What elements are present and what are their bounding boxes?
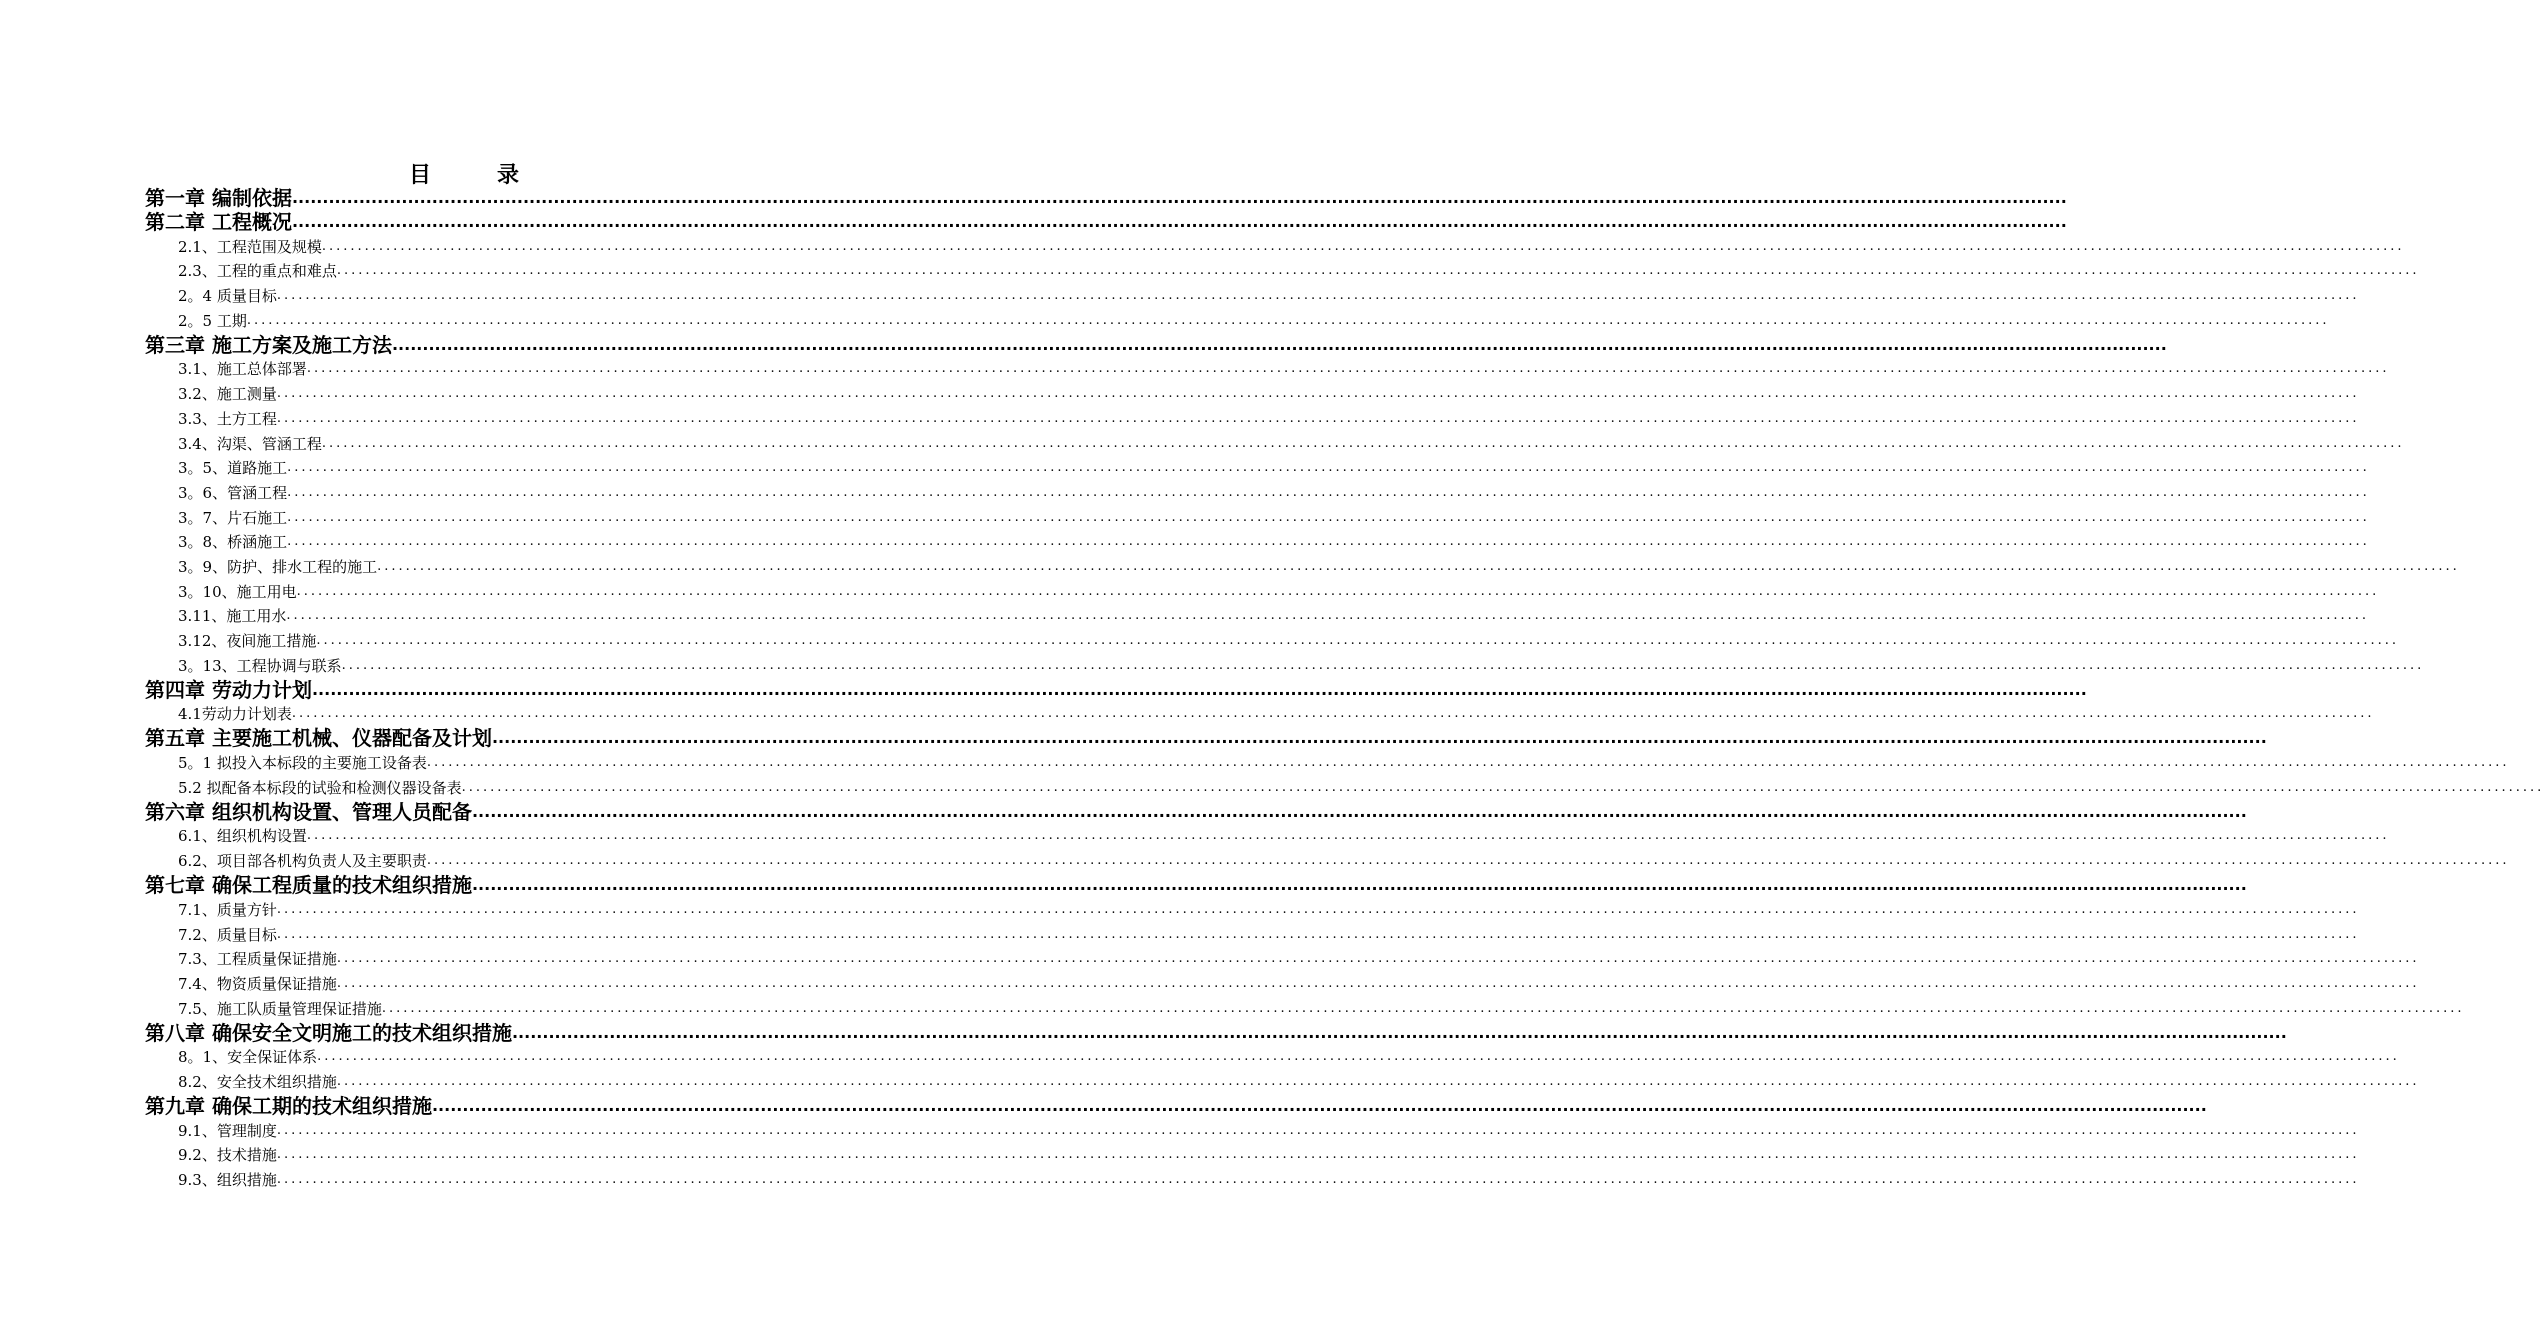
toc-entry-label: 8.2、安全技术组织措施 <box>178 1072 337 1091</box>
toc-section-entry[interactable] <box>145 554 2460 579</box>
toc-chapter-entry[interactable] <box>145 873 2247 898</box>
toc-entry-label: 3.12、夜间施工措施 <box>178 632 317 650</box>
toc-leader-dots: .................................................................................................................................................................................................................................................................................................... <box>306 828 2390 844</box>
toc-entry-label: 5.2 拟配备本标段的试验和检测仪器设备表 <box>178 778 462 797</box>
toc-leader-dots: .................................................................................................................................................................................................................................................................................................... <box>291 188 2067 207</box>
toc-section-entry[interactable] <box>145 1118 2360 1143</box>
toc-section-entry[interactable] <box>145 530 2370 555</box>
toc-section-entry[interactable] <box>145 381 2360 406</box>
toc-entry-label: 2.1、工程范围及规模 <box>178 237 322 256</box>
toc-section-entry[interactable] <box>145 259 2420 284</box>
toc-section-entry[interactable] <box>145 702 2375 727</box>
toc-leader-dots: .................................................................................................................................................................................................................................................................................................... <box>336 263 2420 279</box>
toc-section-entry[interactable] <box>145 456 2370 481</box>
toc-leader-dots: .................................................................................................................................................................................................................................................................................................... <box>461 779 2544 795</box>
toc-leader-dots: .................................................................................................................................................................................................................................................................................................... <box>491 728 2267 748</box>
toc-leader-dots: .................................................................................................................................................................................................................................................................................................... <box>391 334 2167 354</box>
toc-section-entry[interactable] <box>145 750 2510 775</box>
toc-entry-label: 第三章 施工方案及施工方法 <box>145 332 392 357</box>
toc-entry-label: 3。6、管涵工程 <box>178 483 288 502</box>
toc-section-entry[interactable] <box>145 1069 2420 1094</box>
toc-entry-label: 9.3、组织措施 <box>178 1171 277 1189</box>
toc-entry-label: 7.4、物资质量保证措施 <box>178 974 337 993</box>
toc-leader-dots: .................................................................................................................................................................................................................................................................................................... <box>276 1172 2360 1187</box>
toc-section-entry[interactable] <box>145 653 2425 678</box>
toc-entry-label: 3.2、施工测量 <box>178 385 277 404</box>
toc-entry-label: 8。1、安全保证体系 <box>178 1048 318 1067</box>
toc-entry-label: 3。5、道路施工 <box>178 459 288 478</box>
toc-leader-dots: .................................................................................................................................................................................................................................................................................................... <box>511 1022 2287 1042</box>
toc-section-entry[interactable] <box>145 505 2370 530</box>
toc-section-entry[interactable] <box>145 308 2330 333</box>
toc-section-entry[interactable] <box>145 824 2390 849</box>
toc-entry-label: 第七章 确保工程质量的技术组织措施 <box>145 873 472 898</box>
toc-section-entry[interactable] <box>145 234 2405 259</box>
toc-entry-label: 4.1劳动力计划表 <box>178 705 292 724</box>
toc-entry-label: 3。8、桥涵施工 <box>178 533 288 552</box>
toc-entry-label: 6.2、项目部各机构负责人及主要职责 <box>178 852 427 871</box>
toc-section-entry[interactable] <box>145 628 2400 653</box>
toc-section-entry[interactable] <box>145 406 2360 431</box>
toc-entry-label: 7.3、工程质量保证措施 <box>178 950 337 969</box>
toc-entry-label: 第八章 确保安全文明施工的技术组织措施 <box>145 1020 512 1045</box>
toc-entry-label: 3.3、土方工程 <box>178 409 277 428</box>
toc-leader-dots: .................................................................................................................................................................................................................................................................................................... <box>471 875 2247 895</box>
toc-entry-label: 第二章 工程概况 <box>145 210 292 234</box>
toc-leader-dots: .................................................................................................................................................................................................................................................................................................... <box>317 1049 2400 1065</box>
toc-chapter-entry[interactable] <box>145 799 2247 824</box>
toc-chapter-entry[interactable] <box>145 332 2167 357</box>
toc-entry-label: 3。9、防护、排水工程的施工 <box>178 557 378 576</box>
toc-leader-dots: .................................................................................................................................................................................................................................................................................................... <box>246 312 2330 328</box>
toc-leader-dots: .................................................................................................................................................................................................................................................................................................... <box>426 853 2510 869</box>
toc-leader-dots: .................................................................................................................................................................................................................................................................................................... <box>291 212 2067 231</box>
toc-leader-dots: .................................................................................................................................................................................................................................................................................................... <box>276 386 2360 402</box>
toc-chapter-entry[interactable] <box>145 210 2067 234</box>
toc-leader-dots: .................................................................................................................................................................................................................................................................................................... <box>426 755 2510 771</box>
toc-leader-dots: .................................................................................................................................................................................................................................................................................................... <box>316 633 2400 648</box>
toc-leader-dots: .................................................................................................................................................................................................................................................................................................... <box>341 657 2425 673</box>
toc-section-entry[interactable] <box>145 897 2360 922</box>
toc-chapter-entry[interactable] <box>145 1020 2287 1045</box>
toc-leader-dots: .................................................................................................................................................................................................................................................................................................... <box>431 1095 2207 1115</box>
toc-leader-dots: .................................................................................................................................................................................................................................................................................................... <box>276 1122 2360 1138</box>
toc-entry-label: 3。13、工程协调与联系 <box>178 656 342 675</box>
toc-section-entry[interactable] <box>145 947 2420 972</box>
toc-section-entry[interactable] <box>145 1143 2360 1168</box>
toc-entry-label: 3.1、施工总体部署 <box>178 360 307 379</box>
toc-leader-dots: .................................................................................................................................................................................................................................................................................................... <box>306 361 2390 377</box>
toc-leader-dots: .................................................................................................................................................................................................................................................................................................... <box>287 534 2370 550</box>
toc-leader-dots: .................................................................................................................................................................................................................................................................................................... <box>377 558 2460 574</box>
toc-leader-dots: .................................................................................................................................................................................................................................................................................................... <box>276 1147 2360 1163</box>
toc-chapter-entry[interactable] <box>145 726 2267 751</box>
toc-section-entry[interactable] <box>145 480 2370 505</box>
toc-chapter-entry[interactable] <box>145 677 2087 702</box>
toc-entry-label: 7.5、施工队质量管理保证措施 <box>178 999 382 1018</box>
toc-section-entry[interactable] <box>145 431 2405 456</box>
toc-entry-label: 2。4 质量目标 <box>178 287 277 306</box>
toc-section-entry[interactable] <box>145 1045 2400 1070</box>
toc-leader-dots: .................................................................................................................................................................................................................................................................................................... <box>276 410 2360 426</box>
toc-leader-dots: .................................................................................................................................................................................................................................................................................................... <box>321 238 2405 254</box>
page-title: 目 录 <box>408 162 541 188</box>
toc-entry-label: 6.1、组织机构设置 <box>178 827 307 846</box>
toc-section-entry[interactable] <box>145 604 2370 629</box>
toc-section-entry[interactable] <box>145 357 2390 382</box>
toc-entry-label: 3.4、沟渠、管涵工程 <box>178 434 322 453</box>
toc-entry-label: 第一章 编制依据 <box>145 186 292 210</box>
toc-leader-dots: .................................................................................................................................................................................................................................................................................................... <box>276 901 2360 917</box>
toc-leader-dots: .................................................................................................................................................................................................................................................................................................... <box>336 951 2420 967</box>
toc-entry-label: 3。10、施工用电 <box>178 582 297 601</box>
toc-entry-label: 2.3、工程的重点和难点 <box>178 262 337 281</box>
toc-entry-label: 第四章 劳动力计划 <box>145 677 312 702</box>
toc-chapter-entry[interactable] <box>145 1093 2207 1118</box>
toc-entry-label: 9.1、管理制度 <box>178 1121 277 1140</box>
toc-entry-label: 3.11、施工用水 <box>178 607 287 626</box>
toc-entry-label: 9.2、技术措施 <box>178 1146 277 1165</box>
toc-entry-label: 第五章 主要施工机械、仪器配备及计划 <box>145 726 492 751</box>
toc-entry-label: 2。5 工期 <box>178 311 247 330</box>
toc-leader-dots: .................................................................................................................................................................................................................................................................................................... <box>296 583 2380 599</box>
toc-section-entry[interactable] <box>145 1167 2360 1192</box>
toc-entry-label: 第九章 确保工期的技术组织措施 <box>145 1093 432 1118</box>
toc-chapter-entry[interactable] <box>145 186 2067 210</box>
toc-leader-dots: .................................................................................................................................................................................................................................................................................................... <box>276 288 2360 304</box>
toc-section-entry[interactable] <box>145 848 2510 873</box>
toc-entry-label: 5。1 拟投入本标段的主要施工设备表 <box>178 754 427 773</box>
toc-entry-label: 7.2、质量目标 <box>178 925 277 944</box>
toc-leader-dots: .................................................................................................................................................................................................................................................................................................... <box>471 801 2247 821</box>
toc-leader-dots: .................................................................................................................................................................................................................................................................................................... <box>291 706 2375 722</box>
toc-section-entry[interactable] <box>145 922 2360 947</box>
table-of-contents <box>145 186 2544 1192</box>
toc-leader-dots: .................................................................................................................................................................................................................................................................................................... <box>287 484 2370 500</box>
toc-leader-dots: .................................................................................................................................................................................................................................................................................................... <box>336 975 2420 991</box>
toc-leader-dots: .................................................................................................................................................................................................................................................................................................... <box>311 679 2087 699</box>
toc-leader-dots: .................................................................................................................................................................................................................................................................................................... <box>276 926 2360 942</box>
toc-entry-label: 第六章 组织机构设置、管理人员配备 <box>145 799 472 824</box>
toc-leader-dots: .................................................................................................................................................................................................................................................................................................... <box>287 509 2370 525</box>
toc-section-entry[interactable] <box>145 996 2465 1021</box>
toc-leader-dots: .................................................................................................................................................................................................................................................................................................... <box>321 435 2405 451</box>
toc-leader-dots: .................................................................................................................................................................................................................................................................................................... <box>286 608 2370 624</box>
toc-section-entry[interactable] <box>145 775 2544 800</box>
toc-section-entry[interactable] <box>145 971 2420 996</box>
toc-leader-dots: .................................................................................................................................................................................................................................................................................................... <box>287 460 2370 476</box>
toc-entry-label: 7.1、质量方针 <box>178 900 277 919</box>
toc-leader-dots: .................................................................................................................................................................................................................................................................................................... <box>336 1073 2420 1089</box>
toc-section-entry[interactable] <box>145 579 2380 604</box>
toc-leader-dots: .................................................................................................................................................................................................................................................................................................... <box>381 1000 2465 1016</box>
toc-section-entry[interactable] <box>145 283 2360 308</box>
toc-entry-label: 3。7、片石施工 <box>178 508 288 527</box>
